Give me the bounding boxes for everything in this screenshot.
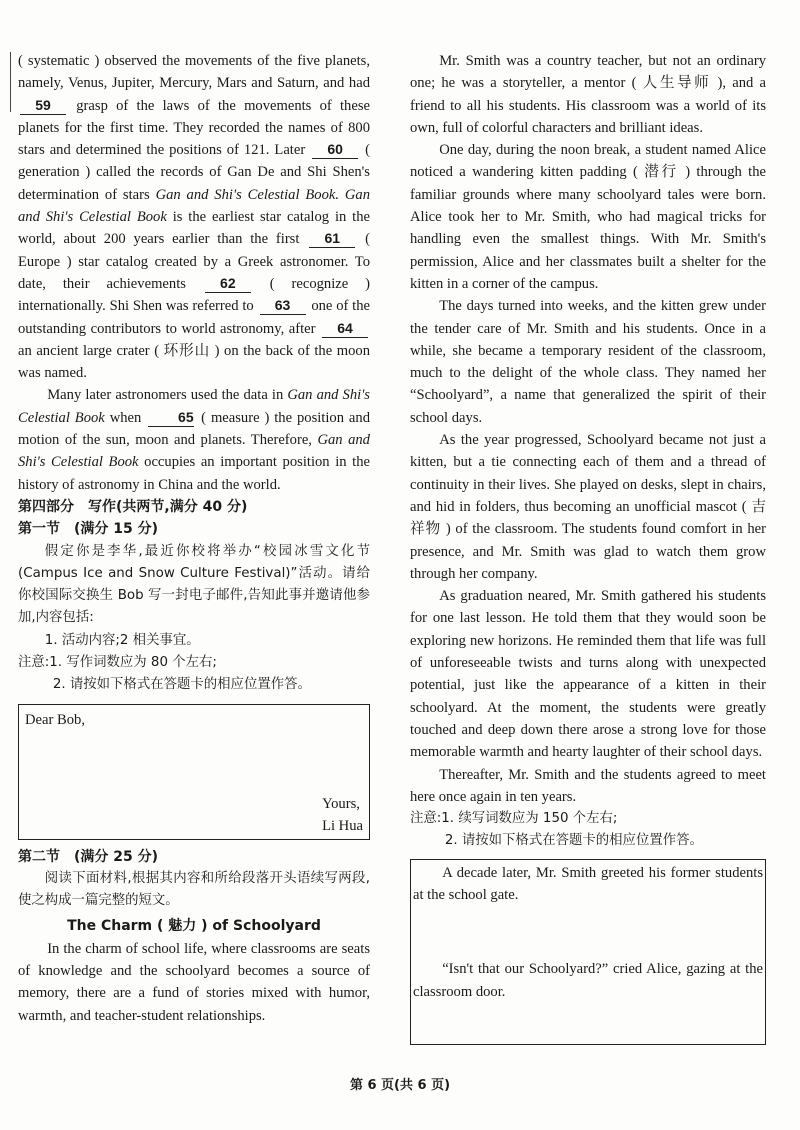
- passage-paragraph-1: [18, 50, 370, 384]
- task-2-note-2: 2. 请按如下格式在答题卡的相应位置作答。: [444, 833, 703, 849]
- story-paragraph-1: In the charm of school life, where classrooms are seats of knowledge and the schoolyard becomes a source of memory, there are a fund of stories mixed with humor, warmth, and teacher-student relationships.: [18, 940, 370, 1024]
- passage-paragraph-2: [18, 384, 370, 495]
- story-paragraph-3: One day, during the noon break, a student named Alice noticed a wandering kitten padding ( 潜行 ) through the familiar grounds where many schoolyard tales were born. Alice took her to Mr. Smith, who had magical tricks for handling even the smallest things. With Mr. Smith's permission, Alice and her classmates built a shelter for the kitten in a corner of the campus.: [410, 142, 766, 292]
- text: Many later astronomers used the data in: [47, 387, 284, 404]
- blank-62[interactable]: 62: [205, 275, 251, 293]
- page-edge-line: [10, 52, 11, 112]
- blank-60[interactable]: 60: [312, 141, 358, 159]
- section-2-heading: 第二节 (满分 25 分): [18, 848, 159, 865]
- text: ( measure ) the position and motion of the sun, moon and planets. Therefore,: [18, 409, 370, 449]
- story-paragraph-6: As graduation neared, Mr. Smith gathered his students for one last lesson. He told them that they would soon be exploring new horizons. He reminded them that life was full of unforeseeable twists and turns along with unexpected potential, just like the appearance of a kitten in their schoolyard. At the moment, the students were greatly touched and deep down there arose a strong love for those memorable warmth and hearty laughter of their school days.: [410, 588, 766, 761]
- text: ( Europe ) star catalog created by a Greek astronomer. To date, their achievements: [18, 231, 370, 292]
- blank-63[interactable]: 63: [260, 297, 306, 315]
- letter-signature: Li Hua: [322, 817, 363, 834]
- letter-closing: Yours,: [322, 795, 360, 812]
- letter-sign-off: [322, 793, 363, 837]
- page-number: 第 6 页(共 6 页): [349, 1078, 451, 1093]
- blank-64[interactable]: 64: [322, 320, 368, 338]
- story-paragraph-4: The days turned into weeks, and the kitten grew under the tender care of Mr. Smith and his students. Once in a while, she became a temporary resident of the classroom, much to the delight of the whole class. They named her “Schoolyard”, a name that generalized the spirit of their school days.: [410, 298, 766, 426]
- text: ( systematic ) observed the movements of the five planets, namely, Venus, Jupiter, Mercury, Mars and Saturn, and had: [18, 53, 370, 92]
- task-2-note-1: 注意:1. 续写词数应为 150 个左右;: [410, 811, 618, 827]
- part-4-heading: 第四部分 写作(共两节,满分 40 分): [18, 498, 248, 515]
- right-column: [410, 50, 766, 1045]
- task-1-note-1: 注意:1. 写作词数应为 80 个左右;: [18, 655, 217, 671]
- story-paragraph-5: As the year progressed, Schoolyard became not just a kitten, but a tie connecting each of them and a thread of continuity in their lives. She played on desks, slept in chairs, and hid in folders, thus becoming an unofficial mascot ( 吉祥物 ) of the classroom. The students found comfort in her presence, and Mr. Smith was glad to watch them grow through her company.: [410, 432, 766, 582]
- continuation-opening-2: “Isn't that our Schoolyard?” cried Alice, gazing at the classroom door.: [413, 961, 763, 1000]
- book-title: Gan and Shi's Celestial Book. Gan and Shi's Celestial Book: [18, 186, 370, 226]
- story-paragraph-2: Mr. Smith was a country teacher, but not an ordinary one; he was a storyteller, a mentor ( 人生导师 ), and a friend to all his students. His classroom was a world of its own, full of colorful characters and brilliant ideas.: [410, 53, 766, 136]
- blank-65[interactable]: 65: [148, 409, 194, 427]
- book-title: Gan and Shi's Celestial Book: [18, 387, 370, 426]
- blank-59[interactable]: 59: [20, 97, 66, 115]
- book-title: Gan and Shi's Celestial Book: [18, 432, 370, 471]
- text: an ancient large crater ( 环形山 ) on the back of the moon was named.: [18, 342, 370, 382]
- text: is the earliest star catalog in the world, about 200 years earlier than the first: [18, 209, 371, 248]
- writing-task-1: 假定你是李华,最近你校将举办“校园冰雪文化节(Campus Ice and Snow Culture Festival)”活动。请给你校国际交换生 Bob 写一封电子邮件,告知此事并邀请他参加,内容包括:: [18, 543, 370, 626]
- blank-61[interactable]: 61: [309, 230, 355, 248]
- text: one of the outstanding contributors to world astronomy, after: [18, 298, 370, 337]
- story-title: The Charm ( 魅力 ) of Schoolyard: [67, 917, 321, 934]
- text: when: [109, 409, 142, 426]
- text: occupies an important position in the history of astronomy in China and the world.: [18, 454, 370, 493]
- letter-answer-box[interactable]: [18, 704, 370, 840]
- left-column: [18, 50, 370, 1027]
- section-1-heading: 第一节 (满分 15 分): [18, 521, 159, 538]
- continuation-answer-box[interactable]: [410, 859, 766, 1045]
- text: ( recognize ) internationally. Shi Shen was referred to: [18, 275, 370, 315]
- story-paragraph-7: Thereafter, Mr. Smith and the students agreed to meet here once again in ten years.: [410, 766, 766, 805]
- writing-task-2: 阅读下面材料,根据其内容和所给段落开头语续写两段,使之构成一篇完整的短文。: [18, 870, 370, 909]
- text: grasp of the laws of the movements of these planets for the first time. They recorded the names of 800 stars and determined the positions of 121. Later: [18, 97, 370, 159]
- text: ( generation ) called the records of Gan De and Shi Shen's determination of stars: [18, 142, 370, 203]
- task-1-items: 1. 活动内容;2 相关事宜。: [44, 632, 200, 648]
- letter-greeting: Dear Bob,: [25, 711, 85, 728]
- continuation-opening-1: A decade later, Mr. Smith greeted his former students at the school gate.: [413, 864, 763, 903]
- task-1-note-2: 2. 请按如下格式在答题卡的相应位置作答。: [52, 677, 311, 693]
